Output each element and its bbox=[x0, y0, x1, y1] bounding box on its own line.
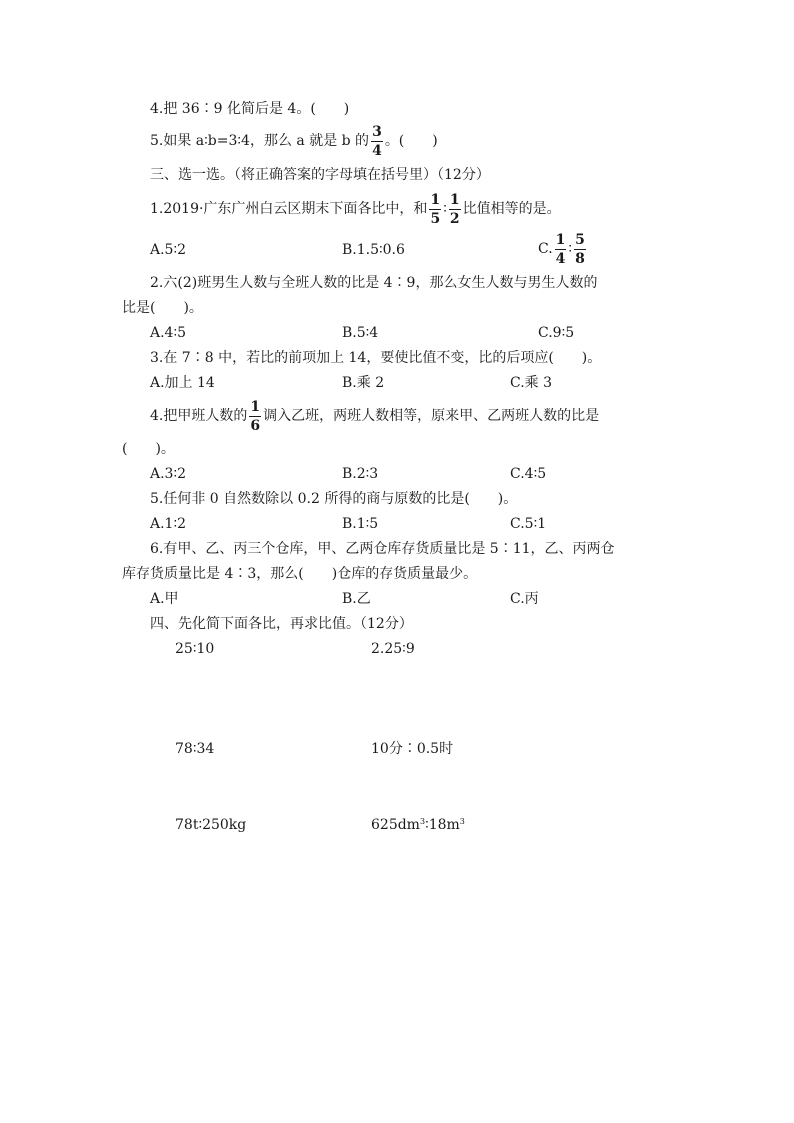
s4-item-6-exp1: 3 bbox=[419, 817, 426, 826]
s3-q2-option-b: B.5∶4 bbox=[342, 325, 379, 341]
s3-q5: 5.任何非 0 自然数除以 0.2 所得的商与原数的比是( )。 bbox=[150, 491, 518, 507]
s3-q2-line2: 比是( )。 bbox=[122, 300, 203, 316]
s4-item-6-exp2: 3 bbox=[459, 817, 465, 826]
s3-q4-option-a: A.3∶2 bbox=[150, 466, 187, 482]
section3-heading: 三、选一选。（将正确答案的字母填在括号里）（12分） bbox=[150, 167, 490, 183]
s4-item-2: 2.25∶9 bbox=[371, 641, 415, 657]
judge-q4: 4.把 36∶9 化简后是 4。( ) bbox=[150, 101, 350, 117]
s4-item-6 bbox=[371, 815, 465, 835]
s3-q4-line1 bbox=[150, 396, 599, 436]
s3-q5-option-c: C.5∶1 bbox=[510, 516, 547, 532]
fraction-1-2: $\frac{1}{2}$ bbox=[449, 191, 460, 227]
s3-q3-option-a: A.加上 14 bbox=[150, 375, 215, 391]
s3-q5-option-a: A.1∶2 bbox=[150, 516, 187, 532]
fraction-1-6: $\frac{1}{6}$ bbox=[250, 398, 261, 434]
s4-item-6-part1: 625dm bbox=[371, 817, 420, 833]
s3-q1-colon: ∶ bbox=[443, 201, 447, 217]
s3-q1-option-c-colon: ∶ bbox=[568, 241, 573, 257]
s3-q4-text-end: 调入乙班，两班人数相等，原来甲、乙两班人数的比是 bbox=[263, 408, 600, 424]
s3-q1-option-b: B.1.5∶0.6 bbox=[342, 242, 405, 258]
s4-item-3: 78∶34 bbox=[175, 741, 215, 757]
s3-q6-option-b: B.乙 bbox=[342, 591, 371, 607]
s3-q6-option-a: A.甲 bbox=[150, 591, 179, 607]
s4-item-1: 25∶10 bbox=[175, 641, 215, 657]
s3-q1-text: 1.2019·广东广州白云区期末下面各比中，和 bbox=[150, 201, 428, 217]
fraction-1-5: $\frac{1}{5}$ bbox=[430, 191, 441, 227]
s3-q1-option-c-label: C. bbox=[538, 241, 553, 257]
s3-q4-line2: ( )。 bbox=[122, 441, 175, 457]
fraction-3-4: $\frac{3}{4}$ bbox=[372, 123, 382, 159]
s3-q4-option-c: C.4∶5 bbox=[510, 466, 547, 482]
s3-q4-option-b: B.2∶3 bbox=[342, 466, 379, 482]
s3-q6-line1: 6.有甲、乙、丙三个仓库，甲、乙两仓库存货质量比是 5∶11，乙、丙两仓 bbox=[150, 541, 615, 557]
section4-heading: 四、先化简下面各比，再求比值。（12分） bbox=[150, 616, 413, 632]
s3-q5-option-b: B.1∶5 bbox=[342, 516, 379, 532]
s3-q2-option-a: A.4∶5 bbox=[150, 325, 187, 341]
s3-q2-option-c: C.9∶5 bbox=[538, 325, 575, 341]
s4-item-5: 78t∶250kg bbox=[175, 817, 247, 833]
s3-q1-text-end: 比值相等的是。 bbox=[462, 201, 561, 217]
s3-q6-option-c: C.丙 bbox=[510, 591, 539, 607]
s3-q2-line1: 2.六(2)班男生人数与全班人数的比是 4∶9，那么女生人数与男生人数的 bbox=[150, 275, 598, 291]
judge-q5-blank: 。( ) bbox=[384, 133, 438, 149]
s3-q3-option-b: B.乘 2 bbox=[342, 375, 385, 391]
s3-q1-option-a: A.5∶2 bbox=[150, 242, 187, 258]
fraction-1-4: $\frac{1}{4}$ bbox=[555, 231, 566, 267]
judge-q5-text: 5.如果 a∶b=3∶4，那么 a 就是 b 的 bbox=[150, 133, 370, 149]
s3-q1-option-c bbox=[538, 229, 588, 269]
s3-q4-text: 4.把甲班人数的 bbox=[150, 408, 248, 424]
judge-q5 bbox=[150, 124, 438, 158]
fraction-5-8: $\frac{5}{8}$ bbox=[575, 231, 585, 267]
s3-q3-option-c: C.乘 3 bbox=[510, 375, 553, 391]
s3-q1 bbox=[150, 189, 561, 229]
s3-q3: 3.在 7∶8 中，若比的前项加上 14，要使比值不变，比的后项应( )。 bbox=[150, 350, 602, 366]
s4-item-4: 10分∶0.5时 bbox=[371, 741, 454, 757]
s3-q6-line2: 库存货质量比是 4∶3，那么( )仓库的存货质量最少。 bbox=[122, 566, 478, 582]
s4-item-6-part2: ∶18m bbox=[425, 817, 460, 833]
